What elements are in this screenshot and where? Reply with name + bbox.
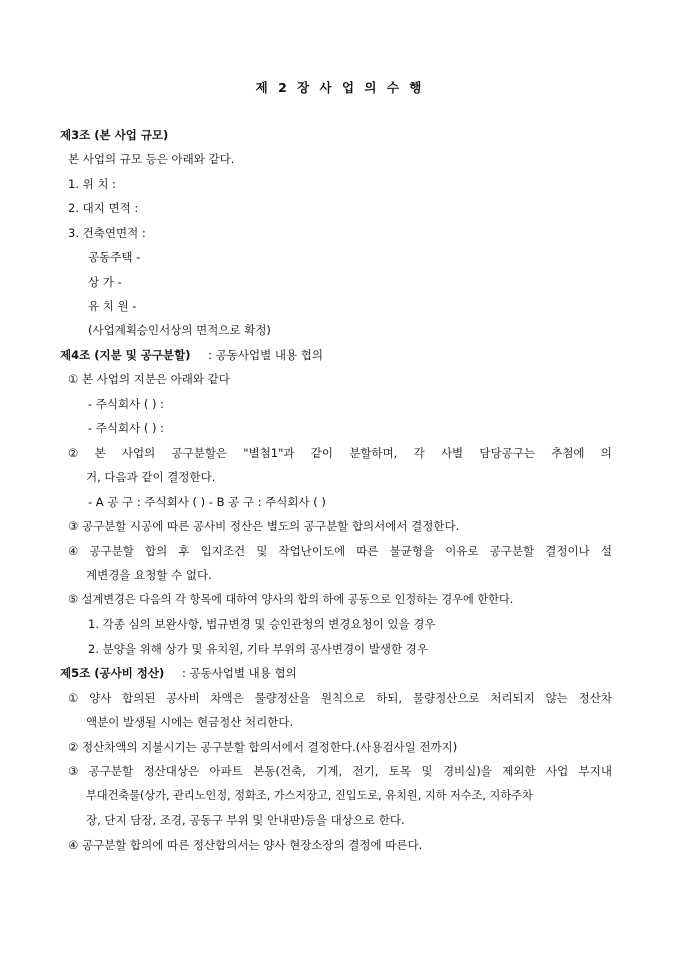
article-5-para-3 — [68, 763, 612, 779]
article-4-para-4 — [68, 543, 612, 559]
word: 분할하며, — [349, 446, 398, 460]
word: 하되, — [376, 691, 403, 705]
word: 토목 — [388, 764, 412, 778]
word: 본 — [94, 446, 106, 460]
word: 합의 — [145, 544, 168, 558]
word: 불균형을 — [389, 544, 435, 558]
article-4-heading-line — [60, 347, 323, 363]
word: 사별 — [440, 446, 464, 460]
word: 차액은 — [210, 691, 244, 705]
article-4-note: : 공동사업별 내용 협의 — [208, 348, 323, 362]
word: 합의된 — [122, 691, 156, 705]
word: 같이 — [310, 446, 333, 460]
article-5-para-3-continued-2: 장, 단지 담장, 조경, 공동구 부위 및 안내판)등을 대상으로 한다. — [86, 813, 405, 827]
word: 아파트 — [209, 764, 243, 778]
word: 담당공구는 — [479, 446, 535, 460]
article-4-para-2 — [68, 445, 612, 461]
article-4-para-5-item-1: 1. 각종 심의 보완사항, 법규변경 및 승인관청의 변경요청이 있을 경우 — [88, 617, 436, 631]
article-3-item-floor-area: 3. 건축연면적 : — [68, 226, 146, 240]
word: 추첨에 — [551, 446, 585, 460]
article-5-para-4: ④ 공구분할 합의에 따른 정산합의서는 양사 현장소장의 결정에 따른다. — [68, 838, 423, 852]
article-3-item-site-area: 2. 대지 면적 : — [68, 201, 139, 215]
article-3-sub-kindergarten: 유 치 원 - — [88, 299, 137, 313]
word: 사업의 — [121, 446, 156, 460]
word: 이유로 — [445, 544, 479, 558]
article-3-item-location: 1. 위 치 : — [68, 177, 117, 191]
word: 결정이나 — [545, 544, 590, 558]
article-4-para-1-company-b: - 주식회사 ( ) : — [88, 421, 165, 435]
word: 설 — [600, 544, 612, 558]
word: 공구분할 — [89, 544, 134, 558]
word: 양사 — [89, 691, 112, 705]
word: 제외한 — [502, 764, 536, 778]
word: 및 — [421, 764, 433, 778]
word: ④ — [68, 544, 79, 558]
article-4-para-1-company-a: - 주식회사 ( ) : — [88, 397, 165, 411]
article-4-para-3: ③ 공구분할 시공에 따른 공사비 정산은 별도의 공구분할 합의서에서 결정한다. — [68, 519, 460, 533]
word: 본동(건축, — [253, 764, 306, 778]
word: ② — [68, 446, 79, 460]
word: 않는 — [545, 691, 568, 705]
word: 작업난이도에 — [278, 544, 346, 558]
word: 따른 — [356, 544, 379, 558]
article-3-sub-housing: 공동주택 - — [88, 250, 141, 264]
word: 물량정산을 — [254, 691, 311, 705]
word: 후 — [178, 544, 190, 558]
word: 공구분할 — [489, 544, 535, 558]
word: ③ — [68, 764, 79, 778]
article-5-heading-line — [60, 665, 297, 681]
article-4-para-4-continued: 계변경을 요청할 수 없다. — [86, 568, 212, 582]
article-3-sub-commercial: 상 가 - — [88, 275, 122, 289]
word: 처리되지 — [490, 691, 535, 705]
article-5-para-3-continued-1: 부대건축물(상가, 관리노인정, 정화조, 가스저장고, 진입도로, 유치원, 지하 저수조, 지하주차 — [86, 789, 533, 802]
article-4-para-1: ① 본 사업의 지분은 아래와 같다 — [68, 372, 230, 386]
word: 공구분할 — [88, 764, 134, 778]
word: 정산대상은 — [143, 764, 200, 778]
word: 기계, — [316, 764, 343, 778]
article-5-para-1-continued: 액분이 발생될 시에는 현금정산 처리한다. — [86, 715, 294, 729]
article-4-para-5-item-2: 2. 분양을 위해 상가 및 유치원, 기타 부위의 공사변경이 발생한 경우 — [88, 642, 429, 656]
word: 입지조건 — [200, 544, 246, 558]
word: 공사비 — [166, 691, 200, 705]
word: 공구분할은 — [171, 446, 228, 460]
article-4-para-5: ⑤ 설계변경은 다음의 각 항목에 대하여 양사의 합의 하에 공동으로 인정하는 경우에 한한다. — [68, 593, 514, 606]
word: 각 — [413, 446, 425, 460]
word: 원칙으로 — [320, 691, 366, 705]
article-5-para-1 — [68, 690, 612, 706]
word: 부지내 — [578, 764, 612, 778]
word: 경비실)을 — [442, 764, 492, 778]
word: 물량정산으로 — [412, 691, 480, 705]
article-4-para-2-continued: 거, 다음과 같이 결정한다. — [86, 470, 216, 484]
chapter-title: 제 2 장 사 업 의 수 행 — [255, 80, 425, 95]
word: "별첨1"과 — [243, 446, 295, 460]
article-5-note: : 공동사업별 내용 협의 — [181, 666, 297, 680]
article-4-para-2-split: - A 공 구 : 주식회사 ( ) - B 공 구 : 주식회사 ( ) — [88, 495, 326, 509]
article-5-heading: 제5조 (공사비 정산) — [60, 666, 165, 680]
word: ① — [68, 691, 79, 705]
article-3-intro: 본 사업의 규모 등은 아래와 같다. — [68, 152, 235, 166]
article-3-note: (사업계획승인서상의 면적으로 확정) — [88, 323, 271, 337]
word: 전기, — [352, 764, 379, 778]
word: 정산차 — [578, 691, 612, 705]
word: 의 — [600, 446, 612, 460]
article-3-heading: 제3조 (본 사업 규모) — [60, 128, 169, 142]
article-5-para-2: ② 정산차액의 지불시기는 공구분할 합의서에서 결정한다.(사용검사일 전까지) — [68, 740, 458, 754]
word: 및 — [256, 544, 268, 558]
article-4-heading: 제4조 (지분 및 공구분할) — [60, 348, 191, 362]
word: 사업 — [546, 764, 569, 778]
